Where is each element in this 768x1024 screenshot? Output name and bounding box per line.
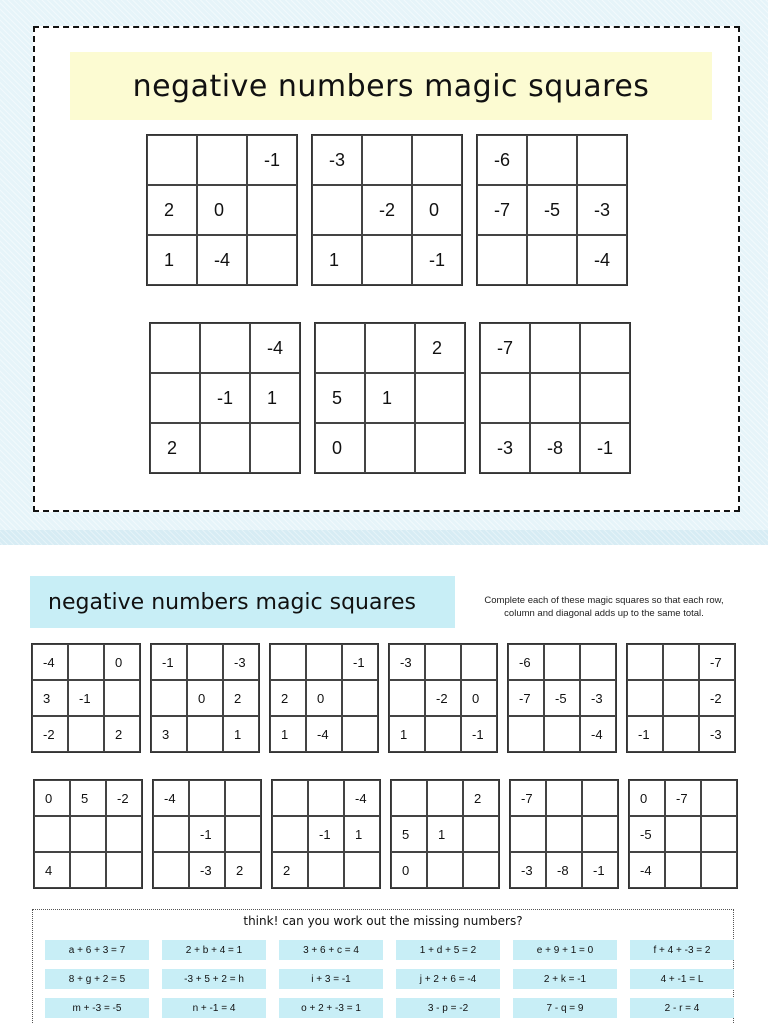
magic-square-cell: 1 <box>223 716 259 752</box>
magic-square <box>507 643 617 753</box>
missing-number-equation: n + -1 = 4 <box>162 998 266 1018</box>
magic-square-cell <box>200 423 250 473</box>
magic-square-cell: -7 <box>699 644 735 680</box>
magic-square-cell <box>427 852 463 888</box>
missing-number-equation: a + 6 + 3 = 7 <box>45 940 149 960</box>
magic-square-cell: 0 <box>412 185 462 235</box>
magic-square-cell <box>247 185 297 235</box>
magic-square-cell: -1 <box>189 816 225 852</box>
magic-square-cell <box>582 780 618 816</box>
magic-square <box>31 643 141 753</box>
magic-square-cell <box>365 323 415 373</box>
magic-square-cell: -7 <box>510 780 546 816</box>
magic-square-cell <box>153 816 189 852</box>
magic-square-cell: -2 <box>425 680 461 716</box>
magic-square-cell <box>527 135 577 185</box>
missing-number-equation: m + -3 = -5 <box>45 998 149 1018</box>
magic-square-cell: -1 <box>342 644 378 680</box>
magic-square-cell: 1 <box>270 716 306 752</box>
magic-square-cell <box>272 780 308 816</box>
magic-square-cell <box>508 716 544 752</box>
instructions-text: Complete each of these magic squares so that each row, column and diagonal adds up to the same total. <box>484 595 724 619</box>
worksheet-title: negative numbers magic squares <box>30 576 455 628</box>
magic-square-cell: 0 <box>34 780 70 816</box>
magic-square-cell <box>106 816 142 852</box>
magic-square-cell <box>527 235 577 285</box>
magic-square-cell: -1 <box>461 716 497 752</box>
magic-square <box>626 643 736 753</box>
magic-square-cell: 0 <box>104 644 140 680</box>
missing-number-equation: 1 + d + 5 = 2 <box>396 940 500 960</box>
magic-square-cell <box>701 816 737 852</box>
magic-square-cell <box>546 816 582 852</box>
magic-square-cell <box>477 235 527 285</box>
magic-square-cell <box>580 373 630 423</box>
magic-square-cell <box>530 373 580 423</box>
magic-square-cell: 1 <box>389 716 425 752</box>
magic-square-cell: -7 <box>665 780 701 816</box>
magic-square <box>311 134 463 286</box>
magic-square-cell <box>342 680 378 716</box>
magic-square-cell: -2 <box>106 780 142 816</box>
worksheet-card <box>33 26 740 512</box>
magic-square-cell <box>461 644 497 680</box>
magic-square-cell <box>701 852 737 888</box>
magic-square-cell: -1 <box>200 373 250 423</box>
magic-square-cell: -1 <box>580 423 630 473</box>
magic-square <box>479 322 631 474</box>
magic-square <box>33 779 143 889</box>
magic-square-cell: -4 <box>197 235 247 285</box>
magic-square-cell: 0 <box>461 680 497 716</box>
magic-square-cell: -7 <box>477 185 527 235</box>
magic-square-cell: 2 <box>270 680 306 716</box>
magic-square-cell: -4 <box>629 852 665 888</box>
magic-square-cell: 2 <box>463 780 499 816</box>
magic-square-cell: -3 <box>312 135 362 185</box>
magic-square-cell: 0 <box>187 680 223 716</box>
magic-square-cell: -3 <box>699 716 735 752</box>
magic-square-cell: -2 <box>362 185 412 235</box>
magic-square <box>271 779 381 889</box>
magic-square-cell <box>147 135 197 185</box>
magic-square-cell <box>665 816 701 852</box>
magic-square-cell <box>247 235 297 285</box>
magic-square-cell: -4 <box>250 323 300 373</box>
missing-number-equation: 8 + g + 2 = 5 <box>45 969 149 989</box>
magic-square-cell <box>68 644 104 680</box>
magic-square-cell: 2 <box>225 852 261 888</box>
magic-square-cell: 0 <box>315 423 365 473</box>
missing-number-equation: j + 2 + 6 = -4 <box>396 969 500 989</box>
magic-square-cell: 0 <box>306 680 342 716</box>
magic-square-cell: 1 <box>344 816 380 852</box>
magic-square-cell: 3 <box>151 716 187 752</box>
magic-square-cell: -3 <box>580 680 616 716</box>
magic-square-cell <box>415 423 465 473</box>
magic-square <box>476 134 628 286</box>
missing-number-equation: 2 - r = 4 <box>630 998 734 1018</box>
magic-square-cell <box>315 323 365 373</box>
magic-square-cell <box>150 323 200 373</box>
magic-square-cell <box>582 816 618 852</box>
magic-square-cell <box>463 852 499 888</box>
missing-number-equation: 3 - p = -2 <box>396 998 500 1018</box>
magic-square-cell <box>412 135 462 185</box>
magic-square-cell: -4 <box>32 644 68 680</box>
magic-square-cell: -4 <box>580 716 616 752</box>
magic-square-cell <box>546 780 582 816</box>
magic-square-cell <box>427 780 463 816</box>
magic-square-cell: 4 <box>34 852 70 888</box>
magic-square-cell <box>70 816 106 852</box>
think-title: think! can you work out the missing numbers? <box>243 914 523 928</box>
missing-number-equation: e + 9 + 1 = 0 <box>513 940 617 960</box>
magic-square-cell <box>365 423 415 473</box>
magic-square-cell <box>153 852 189 888</box>
missing-number-equation: o + 2 + -3 = 1 <box>279 998 383 1018</box>
magic-square-cell <box>510 816 546 852</box>
magic-square-cell: 5 <box>70 780 106 816</box>
magic-square-cell: -3 <box>480 423 530 473</box>
magic-square-cell <box>344 852 380 888</box>
magic-square-cell: -6 <box>477 135 527 185</box>
magic-square-cell: 2 <box>104 716 140 752</box>
magic-square <box>314 322 466 474</box>
magic-square-cell <box>150 373 200 423</box>
magic-square-cell: -7 <box>480 323 530 373</box>
magic-square <box>390 779 500 889</box>
missing-number-equation: 2 + b + 4 = 1 <box>162 940 266 960</box>
magic-square-cell: 0 <box>629 780 665 816</box>
magic-square-cell <box>250 423 300 473</box>
magic-square <box>149 322 301 474</box>
magic-square-cell <box>197 135 247 185</box>
magic-square-cell: -3 <box>189 852 225 888</box>
magic-square-cell <box>391 780 427 816</box>
magic-square <box>509 779 619 889</box>
magic-square-cell <box>270 644 306 680</box>
magic-square-cell <box>701 780 737 816</box>
magic-square-cell: 2 <box>223 680 259 716</box>
magic-square-cell: 0 <box>197 185 247 235</box>
magic-square <box>388 643 498 753</box>
magic-square-cell: -1 <box>582 852 618 888</box>
magic-square-cell <box>389 680 425 716</box>
magic-square-cell <box>106 852 142 888</box>
magic-square-cell: -1 <box>247 135 297 185</box>
magic-square-cell: -2 <box>32 716 68 752</box>
magic-square <box>152 779 262 889</box>
magic-square-cell: 2 <box>150 423 200 473</box>
magic-square <box>150 643 260 753</box>
magic-square-cell: -8 <box>530 423 580 473</box>
magic-square-cell: -1 <box>308 816 344 852</box>
magic-square-cell <box>415 373 465 423</box>
magic-square-cell: -3 <box>389 644 425 680</box>
magic-square-cell: 5 <box>391 816 427 852</box>
magic-square-cell: -1 <box>412 235 462 285</box>
magic-square-cell <box>187 644 223 680</box>
magic-square-cell <box>312 185 362 235</box>
magic-square-cell <box>530 323 580 373</box>
magic-square-cell <box>34 816 70 852</box>
magic-square-cell <box>544 644 580 680</box>
magic-square-cell <box>225 816 261 852</box>
magic-square-cell <box>342 716 378 752</box>
magic-square-cell: -1 <box>627 716 663 752</box>
missing-number-equation: 7 - q = 9 <box>513 998 617 1018</box>
magic-square-cell <box>189 780 225 816</box>
magic-square-cell <box>425 644 461 680</box>
magic-square-cell <box>187 716 223 752</box>
missing-numbers-box <box>32 909 734 1024</box>
magic-square-cell <box>663 644 699 680</box>
magic-square-cell: -3 <box>223 644 259 680</box>
magic-square-cell: -2 <box>699 680 735 716</box>
magic-square-cell <box>306 644 342 680</box>
magic-square-cell: -1 <box>68 680 104 716</box>
magic-square-cell: 3 <box>32 680 68 716</box>
magic-square-cell: -1 <box>151 644 187 680</box>
magic-square-cell <box>308 852 344 888</box>
magic-square-cell <box>68 716 104 752</box>
magic-square-cell: -5 <box>629 816 665 852</box>
magic-square-cell <box>480 373 530 423</box>
magic-square-cell <box>308 780 344 816</box>
magic-square-cell <box>665 852 701 888</box>
missing-number-equation: -3 + 5 + 2 = h <box>162 969 266 989</box>
magic-square-cell <box>580 323 630 373</box>
worksheet-preview-2 <box>0 545 768 1024</box>
magic-square-cell: -4 <box>577 235 627 285</box>
magic-square-cell <box>362 235 412 285</box>
magic-square-cell <box>151 680 187 716</box>
magic-square-cell <box>362 135 412 185</box>
magic-square-cell: 1 <box>250 373 300 423</box>
magic-square-cell <box>225 780 261 816</box>
magic-square-cell: -3 <box>510 852 546 888</box>
magic-square-cell: -4 <box>153 780 189 816</box>
magic-square-cell: 1 <box>147 235 197 285</box>
magic-square-cell <box>70 852 106 888</box>
magic-square-cell <box>577 135 627 185</box>
magic-square-cell <box>627 680 663 716</box>
magic-square-cell: 1 <box>365 373 415 423</box>
magic-square <box>146 134 298 286</box>
magic-square-cell <box>627 644 663 680</box>
missing-number-equation: i + 3 = -1 <box>279 969 383 989</box>
magic-square-cell: -4 <box>344 780 380 816</box>
magic-square-cell <box>104 680 140 716</box>
magic-square <box>628 779 738 889</box>
magic-square-cell <box>663 680 699 716</box>
magic-square-cell: 2 <box>415 323 465 373</box>
magic-square-cell: -3 <box>577 185 627 235</box>
magic-square-cell: 2 <box>147 185 197 235</box>
magic-square-cell <box>544 716 580 752</box>
magic-square-cell: 5 <box>315 373 365 423</box>
missing-number-equation: 2 + k = -1 <box>513 969 617 989</box>
magic-square-cell <box>463 816 499 852</box>
magic-square-cell: -5 <box>527 185 577 235</box>
magic-square-cell: 0 <box>391 852 427 888</box>
magic-square-cell: -4 <box>306 716 342 752</box>
magic-square-cell: 1 <box>312 235 362 285</box>
magic-square-cell <box>272 816 308 852</box>
magic-square-cell <box>663 716 699 752</box>
magic-square-cell: -7 <box>508 680 544 716</box>
magic-square-cell <box>580 644 616 680</box>
page-title: negative numbers magic squares <box>70 52 712 120</box>
magic-square-cell: -5 <box>544 680 580 716</box>
magic-square <box>269 643 379 753</box>
magic-square-cell: 2 <box>272 852 308 888</box>
magic-square-cell: -6 <box>508 644 544 680</box>
missing-number-equation: 3 + 6 + c = 4 <box>279 940 383 960</box>
missing-number-equation: f + 4 + -3 = 2 <box>630 940 734 960</box>
magic-square-cell <box>200 323 250 373</box>
magic-square-cell <box>425 716 461 752</box>
missing-number-equation: 4 + -1 = L <box>630 969 734 989</box>
magic-square-cell: -8 <box>546 852 582 888</box>
magic-square-cell: 1 <box>427 816 463 852</box>
